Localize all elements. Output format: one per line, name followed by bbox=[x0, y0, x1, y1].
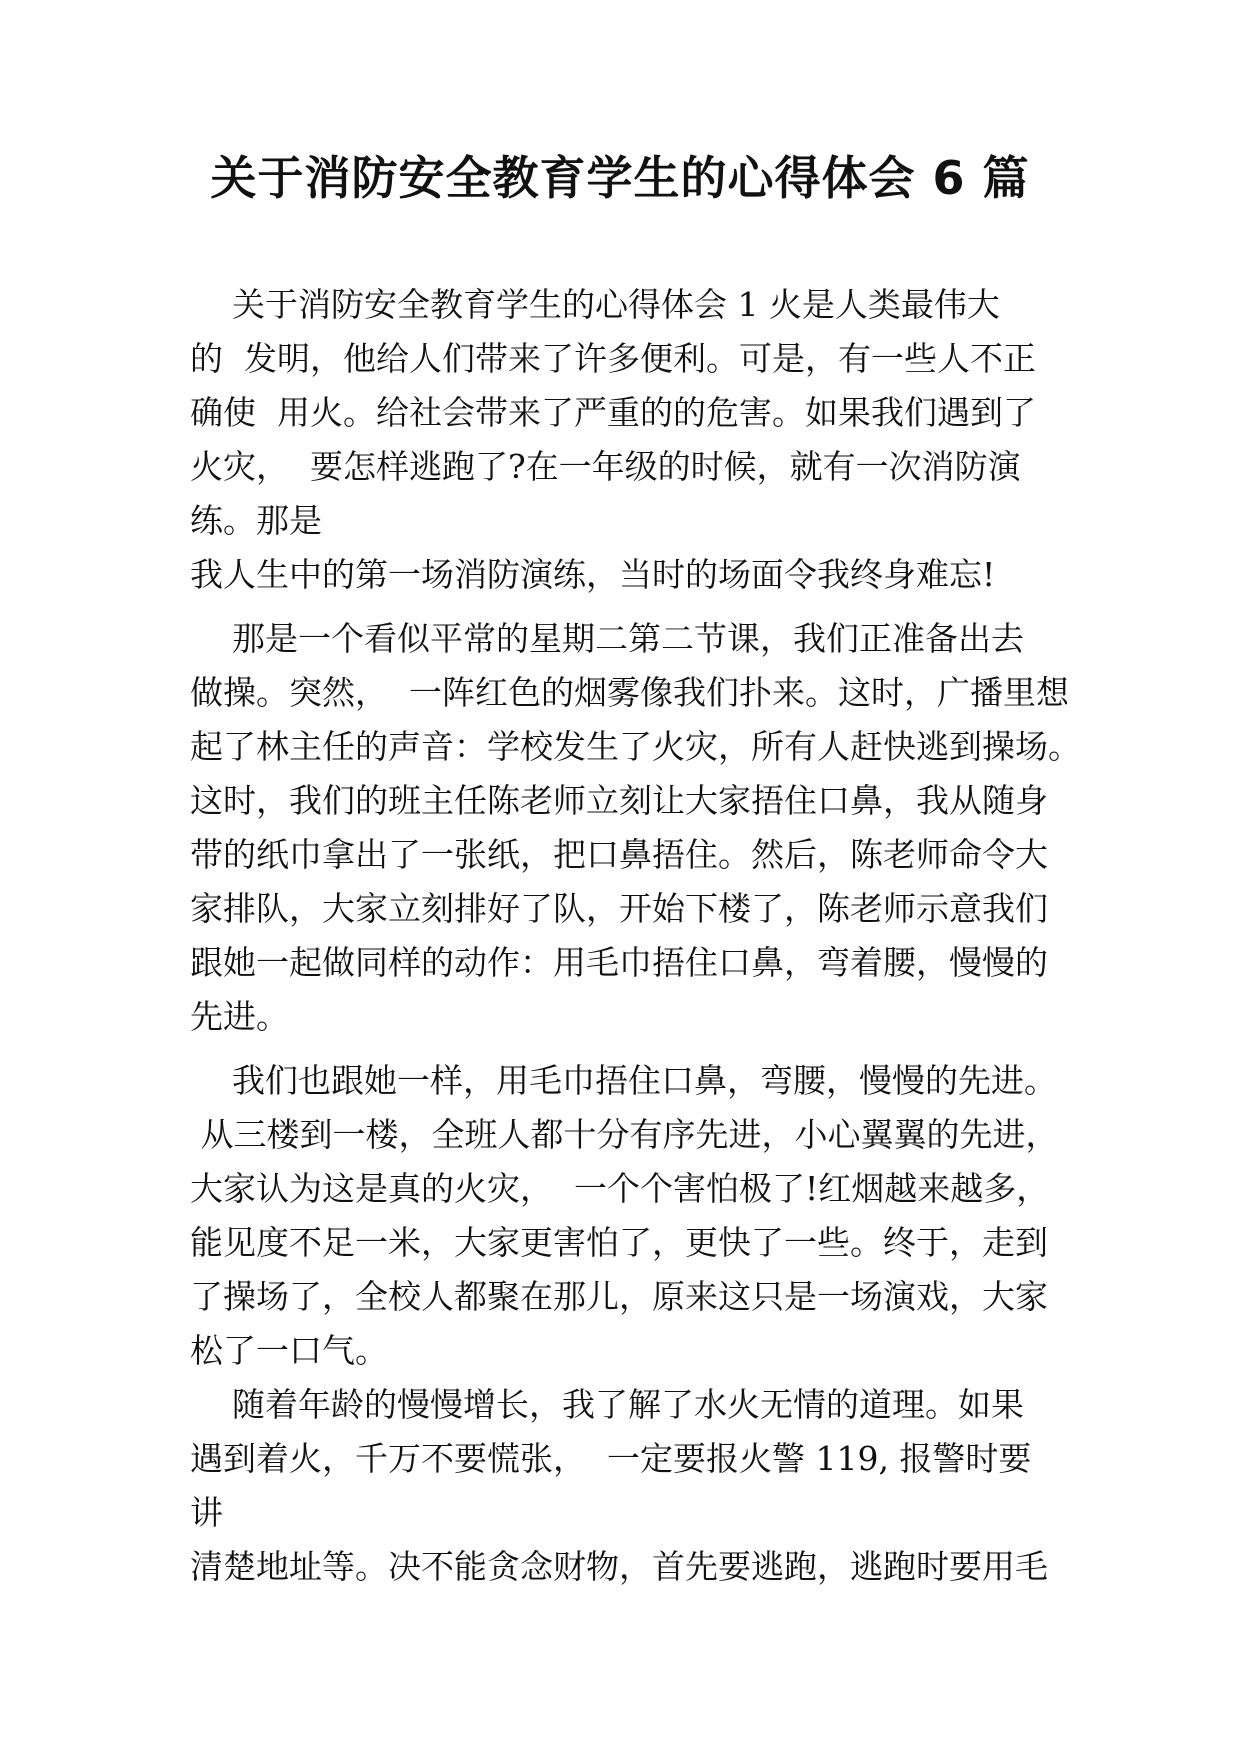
paragraph-gap bbox=[190, 1044, 1060, 1054]
text-line: 随着年龄的慢慢增长，我了解了水火无情的道理。如果 bbox=[190, 1385, 1024, 1424]
text-line: 跟她一起做同样的动作：用毛巾捂住口鼻，弯着腰，慢慢的 bbox=[190, 943, 1048, 982]
text-line: 火灾， 要怎样逃跑了?在一年级的时候，就有一次消防演 bbox=[190, 447, 1021, 486]
text-line: 先进。 bbox=[190, 997, 289, 1036]
text-line: 这时，我们的班主任陈老师立刻让大家捂住口鼻，我从随身 bbox=[190, 781, 1048, 820]
text-line: 做操。突然， 一阵红色的烟雾像我们扑来。这时，广播里想 bbox=[190, 673, 1069, 712]
text-line: 讲 bbox=[190, 1493, 223, 1532]
text-line: 关于消防安全教育学生的心得体会 1 火是人类最伟大 bbox=[190, 285, 1000, 324]
text-line: 松了一口气。 bbox=[190, 1331, 388, 1370]
text-line: 能见度不足一米，大家更害怕了，更快了一些。终于，走到 bbox=[190, 1223, 1048, 1262]
text-line: 带的纸巾拿出了一张纸，把口鼻捂住。然后，陈老师命令大 bbox=[190, 835, 1048, 874]
text-line: 起了林主任的声音：学校发生了火灾，所有人赶快逃到操场。 bbox=[190, 727, 1081, 766]
text-line: 那是一个看似平常的星期二第二节课，我们正准备出去 bbox=[190, 619, 1024, 658]
text-line: 了操场了，全校人都聚在那儿，原来这只是一场演戏，大家 bbox=[190, 1277, 1048, 1316]
text-line: 遇到着火，千万不要慌张， 一定要报火警 119, 报警时要 bbox=[190, 1439, 1032, 1478]
text-line: 清楚地址等。决不能贪念财物，首先要逃跑，逃跑时要用毛 bbox=[190, 1547, 1048, 1586]
text-line: 练。那是 bbox=[190, 501, 322, 540]
document-title: 关于消防安全教育学生的心得体会 6 篇 bbox=[210, 151, 1030, 205]
text-line: 家排队，大家立刻排好了队，开始下楼了，陈老师示意我们 bbox=[190, 889, 1048, 928]
text-line: 的 发明，他给人们带来了许多便利。可是，有一些人不正 bbox=[190, 339, 1036, 378]
text-line: 我们也跟她一样，用毛巾捂住口鼻，弯腰，慢慢的先进。 bbox=[190, 1061, 1057, 1100]
text-line: 确使 用火。给社会带来了严重的的危害。如果我们遇到了 bbox=[190, 393, 1036, 432]
text-line: 我人生中的第一场消防演练，当时的场面令我终身难忘! bbox=[190, 555, 996, 594]
text-line: 大家认为这是真的火灾， 一个个害怕极了!红烟越来越多， bbox=[190, 1169, 1050, 1208]
text-line: 从三楼到一楼，全班人都十分有序先进，小心翼翼的先进， bbox=[190, 1115, 1059, 1154]
paragraph-gap bbox=[190, 602, 1060, 612]
document-body bbox=[190, 278, 1081, 1594]
